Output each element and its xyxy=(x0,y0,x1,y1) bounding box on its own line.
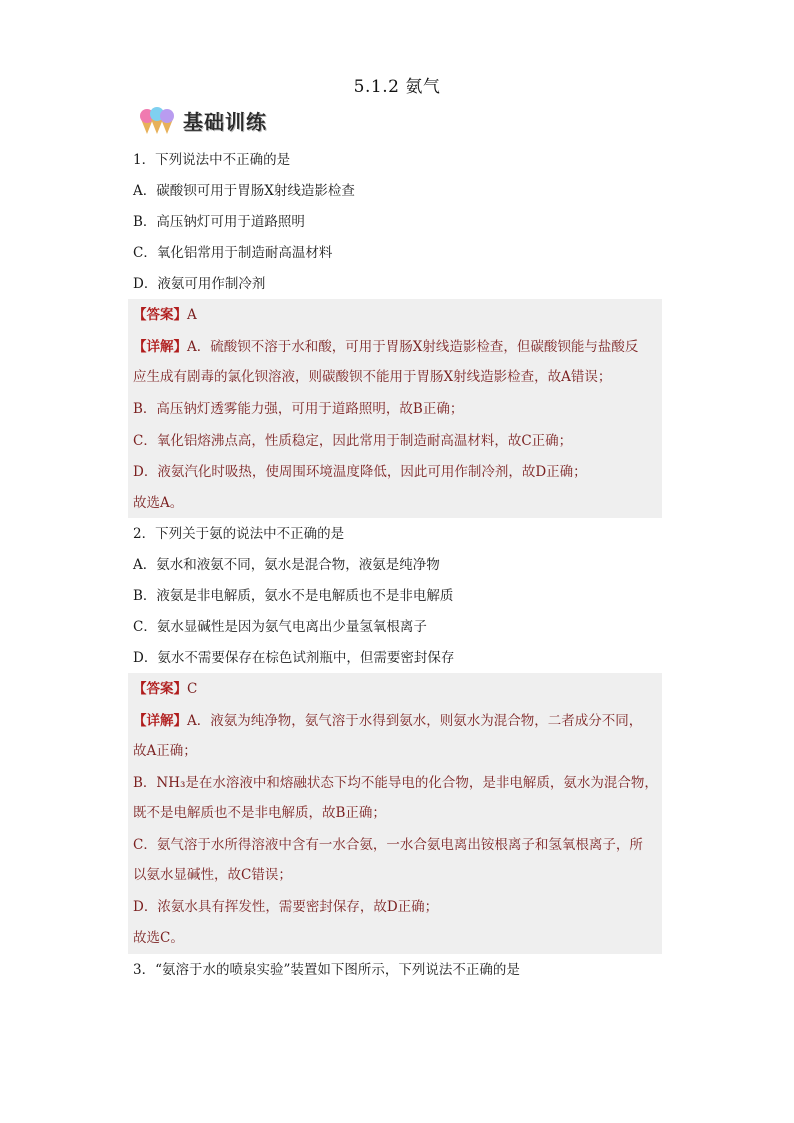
option-a: A．氨水和液氨不同，氨水是混合物，液氨是纯净物 xyxy=(133,557,440,573)
option-c: C．氧化铝常用于制造耐高温材料 xyxy=(133,245,333,261)
option-c: C．氨水显碱性是因为氨气电离出少量氢氧根离子 xyxy=(133,619,427,635)
answer-box xyxy=(128,299,662,518)
answer-value: A xyxy=(187,307,197,323)
detail-line: B．高压钠灯透雾能力强，可用于道路照明，故B正确； xyxy=(133,401,464,417)
section-header xyxy=(133,103,267,137)
detail-line: C．氧化铝熔沸点高，性质稳定，因此常用于制造耐高温材料，故C正确； xyxy=(133,433,573,449)
page-title: 5.1.2 氨气 xyxy=(353,77,441,97)
detail-line: 故选A。 xyxy=(133,495,184,511)
question-stem: 2．下列关于氨的说法中不正确的是 xyxy=(133,526,345,542)
answer-tag: 【答案】 xyxy=(133,681,187,697)
section-title: 基础训练 xyxy=(183,109,267,134)
detail-line: C．氨气溶于水所得溶液中含有一水合氨，一水合氨电离出铵根离子和氢氧根离子，所 xyxy=(133,837,643,853)
detail-line: 应生成有剧毒的氯化钡溶液，则碳酸钡不能用于胃肠X射线造影检查，故A错误； xyxy=(133,369,612,385)
answer-line xyxy=(133,679,197,699)
option-b: B．液氨是非电解质，氨水不是电解质也不是非电解质 xyxy=(133,588,454,604)
detail-line: 【详解】A．硫酸钡不溶于水和酸，可用于胃肠X射线造影检查，但碳酸钡能与盐酸反 xyxy=(133,339,639,355)
option-a: A．碳酸钡可用于胃肠X射线造影检查 xyxy=(133,183,355,199)
answer-value: C xyxy=(187,681,198,697)
detail-line: B．NH₃是在水溶液中和熔融状态下均不能导电的化合物，是非电解质，氨水为混合物， xyxy=(133,775,658,791)
detail-tag: 【详解】 xyxy=(133,339,187,355)
question-stem: 1．下列说法中不正确的是 xyxy=(133,152,291,168)
detail-line: 以氨水显碱性，故C错误； xyxy=(133,867,292,883)
detail-line: 故选C。 xyxy=(133,930,184,946)
option-b: B．高压钠灯可用于道路照明 xyxy=(133,214,305,230)
detail-line: 故A正确； xyxy=(133,743,197,759)
answer-line xyxy=(133,305,197,325)
option-d: D．液氨可用作制冷剂 xyxy=(133,276,266,292)
question-stem: 3．“氨溶于水的喷泉实验”装置如下图所示，下列说法不正确的是 xyxy=(133,962,520,978)
detail-tag: 【详解】 xyxy=(133,713,187,729)
detail-line: 既不是电解质也不是非电解质，故B正确； xyxy=(133,805,386,821)
answer-box xyxy=(128,673,662,954)
ice-cream-icon xyxy=(133,105,179,135)
option-d: D．氨水不需要保存在棕色试剂瓶中，但需要密封保存 xyxy=(133,650,455,666)
detail-line: D．液氨汽化时吸热，使周围环境温度降低，因此可用作制冷剂，故D正确； xyxy=(133,464,587,480)
detail-line: D．浓氨水具有挥发性，需要密封保存，故D正确； xyxy=(133,899,439,915)
answer-tag: 【答案】 xyxy=(133,307,187,323)
detail-line: 【详解】A．液氨为纯净物，氨气溶于水得到氨水，则氨水为混合物，二者成分不同， xyxy=(133,713,643,729)
